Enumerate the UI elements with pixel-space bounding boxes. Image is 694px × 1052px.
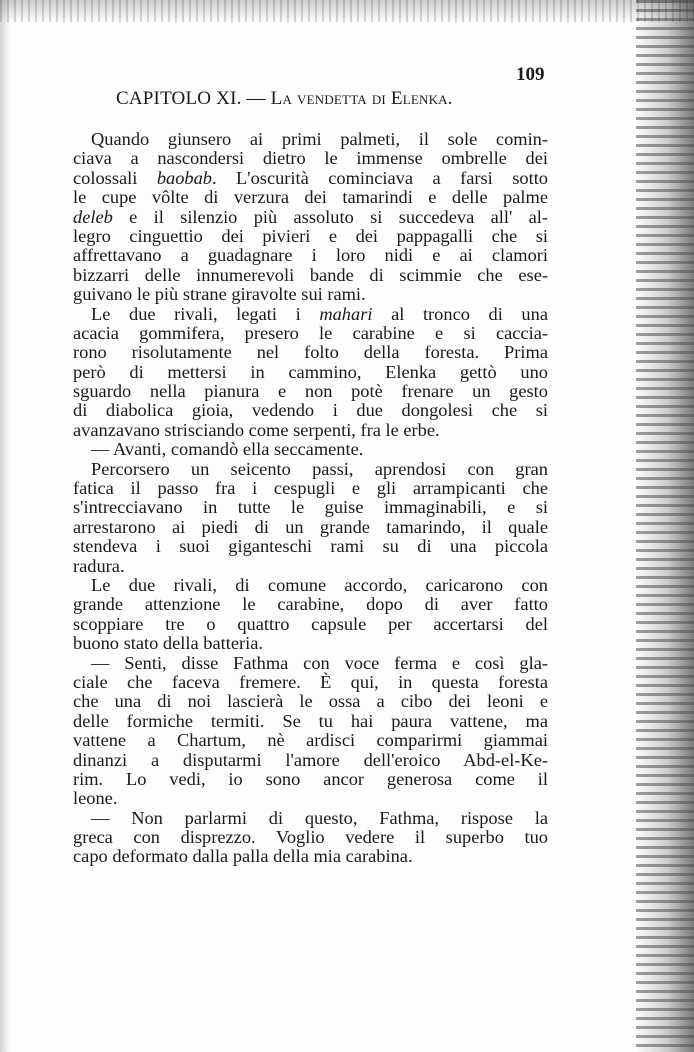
text-line: vattene a Chartum, nè ardisci comparirmi giammai (73, 730, 548, 751)
page-number: 109 (516, 64, 545, 85)
text-line: che una di noi lascierà le ossa a cibo dei leoni e (73, 691, 548, 712)
paragraph (73, 305, 548, 441)
text-line: Le due rivali, di comune accordo, caricarono con (91, 574, 548, 595)
text-line: Percorsero un seicento passi, aprendosi con gran (91, 458, 548, 479)
italic-word: baobab (156, 167, 212, 188)
text-line: — Avanti, comandò ella seccamente. (91, 439, 364, 460)
italic-word: deleb (73, 206, 113, 227)
paragraph (73, 576, 548, 654)
text-segment: . L'oscurità cominciava a farsi sotto (212, 167, 549, 188)
text-line (73, 208, 548, 227)
text-line: capo deformato dalla palla della mia carabina. (73, 846, 413, 867)
text-line: arrestarono ai piedi di un grande tamarindo, il quale (73, 516, 548, 537)
scan-edge-right (636, 0, 694, 1052)
text-line: rim. Lo vedi, io sono ancor generosa come il (73, 768, 548, 789)
text-line: affrettavano a guadagnare i loro nidi e ai clamori (73, 245, 548, 266)
text-line: — Non parlarmi di questo, Fathma, rispose la (91, 807, 548, 828)
text-line: ciava a nascondersi dietro le immense ombrelle dei (73, 148, 548, 169)
body-text (73, 130, 548, 867)
text-segment: colossali (73, 167, 157, 188)
text-line: delle formiche termiti. Se tu hai paura vattene, ma (73, 710, 548, 731)
text-line: rono risolutamente nel folto della foresta. Prima (73, 342, 548, 363)
text-line: guivano le più strane giravolte sui rami. (73, 284, 366, 305)
text-line: avanzavano strisciando come serpenti, fra le erbe. (73, 419, 440, 440)
text-line: fatica il passo fra i cespugli e gli arrampicanti che (73, 478, 548, 499)
text-line: greca con disprezzo. Voglio vedere il superbo tuo (73, 827, 548, 848)
text-line: sguardo nella pianura e non potè frenare un gesto (73, 381, 548, 402)
paragraph (73, 654, 548, 809)
text-line: buono stato della batteria. (73, 633, 263, 654)
paragraph (73, 130, 548, 305)
text-line: acacia gommifera, presero le carabine e si caccia- (73, 322, 548, 343)
text-line: grande attenzione le carabine, dopo di aver fatto (73, 594, 548, 615)
text-line: di diabolica gioia, vedendo i due dongolesi che si (73, 400, 548, 421)
paragraph (73, 809, 548, 867)
chapter-number: CAPITOLO XI. — (116, 88, 271, 109)
text-line: le cupe vôlte di verzura dei tamarindi e delle palme (73, 187, 548, 208)
paragraph (73, 460, 548, 576)
text-line: legro cinguettio dei pivieri e dei pappagalli che si (73, 225, 548, 246)
text-segment: al tronco di una (372, 303, 548, 324)
text-line: s'intrecciavano in tutte le guise immaginabili, e si (73, 497, 548, 518)
text-line: però di mettersi in cammino, Elenka gettò uno (73, 361, 548, 382)
text-line: Quando giunsero ai primi palmeti, il sole comin- (91, 129, 548, 149)
chapter-heading (116, 88, 536, 110)
text-line: stendeva i suoi giganteschi rami su di una piccola (73, 536, 548, 557)
italic-word: mahari (319, 303, 373, 324)
text-line (73, 169, 548, 188)
text-line: leone. (73, 788, 118, 809)
text-line: scoppiare tre o quattro capsule per accertarsi del (73, 613, 548, 634)
chapter-title: La vendetta di Elenka. (270, 88, 453, 109)
text-line: dinanzi a disputarmi l'amore dell'eroico Abd-el-Ke- (73, 749, 548, 770)
scan-edge-top (0, 0, 694, 22)
text-line (73, 305, 548, 324)
text-line: bizzarri delle innumerevoli bande di scimmie che ese- (73, 264, 548, 285)
text-line: — Senti, disse Fathma con voce ferma e così gla- (91, 652, 548, 673)
scan-edge-left (0, 0, 10, 1052)
text-segment: Le due rivali, legati i (91, 303, 320, 324)
text-line: ciale che faceva fremere. È qui, in questa foresta (73, 671, 548, 692)
text-line: radura. (73, 555, 125, 576)
paragraph (73, 440, 548, 459)
text-segment: e il silenzio più assoluto si succedeva all' al- (112, 206, 548, 227)
